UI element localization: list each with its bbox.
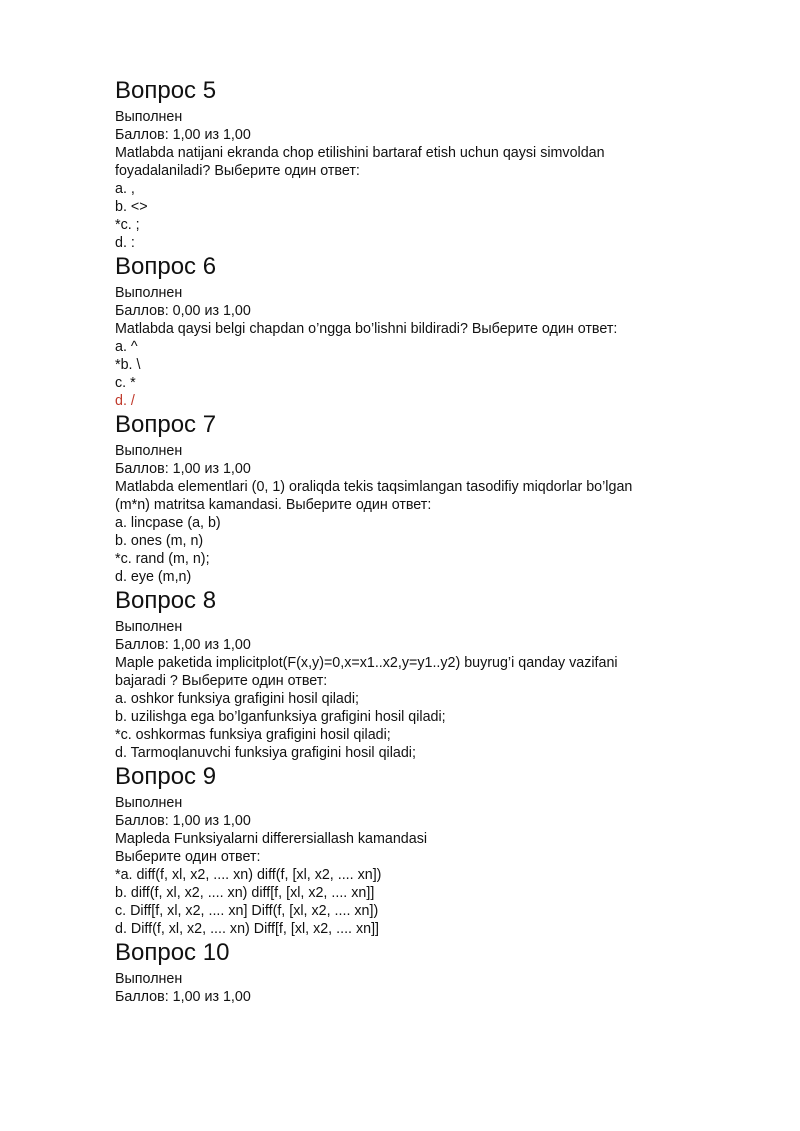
- question-title: Вопрос 8: [115, 587, 217, 614]
- answer-option: a. lincpase (a, b): [115, 515, 221, 531]
- question-block: [115, 762, 685, 938]
- question-title: Вопрос 9: [115, 763, 217, 790]
- answer-option: c. Diff[f, xl, x2, .... xn] Diff(f, [xl, x2, .... xn]): [115, 903, 379, 919]
- question-score: Баллов: 0,00 из 1,00: [115, 303, 251, 319]
- question-title: Вопрос 6: [115, 253, 217, 280]
- answer-option: d. Diff(f, xl, x2, .... xn) Diff[f, [xl, x2, .... xn]]: [115, 921, 380, 937]
- question-text: Выберите один ответ:: [115, 849, 261, 865]
- answer-option: d. :: [115, 235, 135, 251]
- question-text: bajaradi ? Выберите один ответ:: [115, 673, 328, 689]
- question-status: Выполнен: [115, 109, 183, 125]
- answer-option: a. ,: [115, 181, 135, 197]
- answer-option: d. Tarmoqlanuvchi funksiya grafigini hosil qiladi;: [115, 745, 416, 761]
- answer-option: b. uzilishga ega bo’lganfunksiya grafigini hosil qiladi;: [115, 709, 446, 725]
- answer-option: b. diff(f, xl, x2, .... xn) diff[f, [xl, x2, .... xn]]: [115, 885, 375, 901]
- question-text: foyadalaniladi? Выберите один ответ:: [115, 163, 360, 179]
- question-block: [115, 410, 685, 586]
- answer-option: a. ^: [115, 339, 138, 355]
- answer-option: a. oshkor funksiya grafigini hosil qiladi;: [115, 691, 359, 707]
- question-block: [115, 76, 685, 252]
- answer-option: *b. \: [115, 357, 141, 373]
- question-block: [115, 252, 685, 410]
- question-text: Maple paketida implicitplot(F(x,y)=0,x=x1..x2,y=y1..y2) buyrug’i qanday vazifani: [115, 655, 618, 671]
- question-title: Вопрос 5: [115, 77, 217, 104]
- question-status: Выполнен: [115, 619, 183, 635]
- question-score: Баллов: 1,00 из 1,00: [115, 127, 251, 143]
- question-title: Вопрос 10: [115, 939, 230, 966]
- quiz-document: [115, 76, 685, 1006]
- question-score: Баллов: 1,00 из 1,00: [115, 989, 251, 1005]
- answer-option: *c. oshkormas funksiya grafigini hosil qiladi;: [115, 727, 391, 743]
- question-text: Matlabda elementlari (0, 1) oraliqda tekis taqsimlangan tasodifiy miqdorlar bo’lgan: [115, 479, 633, 495]
- question-status: Выполнен: [115, 971, 183, 987]
- question-status: Выполнен: [115, 443, 183, 459]
- question-text: Matlabda qaysi belgi chapdan o’ngga bo’lishni bildiradi? Выберите один ответ:: [115, 321, 618, 337]
- answer-option: *a. diff(f, xl, x2, .... xn) diff(f, [xl, x2, .... xn]): [115, 867, 382, 883]
- answer-option: *c. ;: [115, 217, 140, 233]
- question-text: Matlabda natijani ekranda chop etilishini bartaraf etish uchun qaysi simvoldan: [115, 145, 605, 161]
- question-score: Баллов: 1,00 из 1,00: [115, 637, 251, 653]
- question-text: Mapleda Funksiyalarni differersiallash kamandasi: [115, 831, 428, 847]
- answer-option: b. ones (m, n): [115, 533, 204, 549]
- answer-option: c. *: [115, 375, 136, 391]
- question-score: Баллов: 1,00 из 1,00: [115, 461, 251, 477]
- answer-option: d. eye (m,n): [115, 569, 192, 585]
- answer-option: b. <>: [115, 199, 148, 215]
- question-status: Выполнен: [115, 795, 183, 811]
- question-block: [115, 938, 685, 1006]
- answer-option: *c. rand (m, n);: [115, 551, 210, 567]
- answer-option: d. /: [115, 393, 135, 409]
- question-block: [115, 586, 685, 762]
- question-text: (m*n) matritsa kamandasi. Выберите один ответ:: [115, 497, 432, 513]
- question-title: Вопрос 7: [115, 411, 217, 438]
- question-status: Выполнен: [115, 285, 183, 301]
- question-score: Баллов: 1,00 из 1,00: [115, 813, 251, 829]
